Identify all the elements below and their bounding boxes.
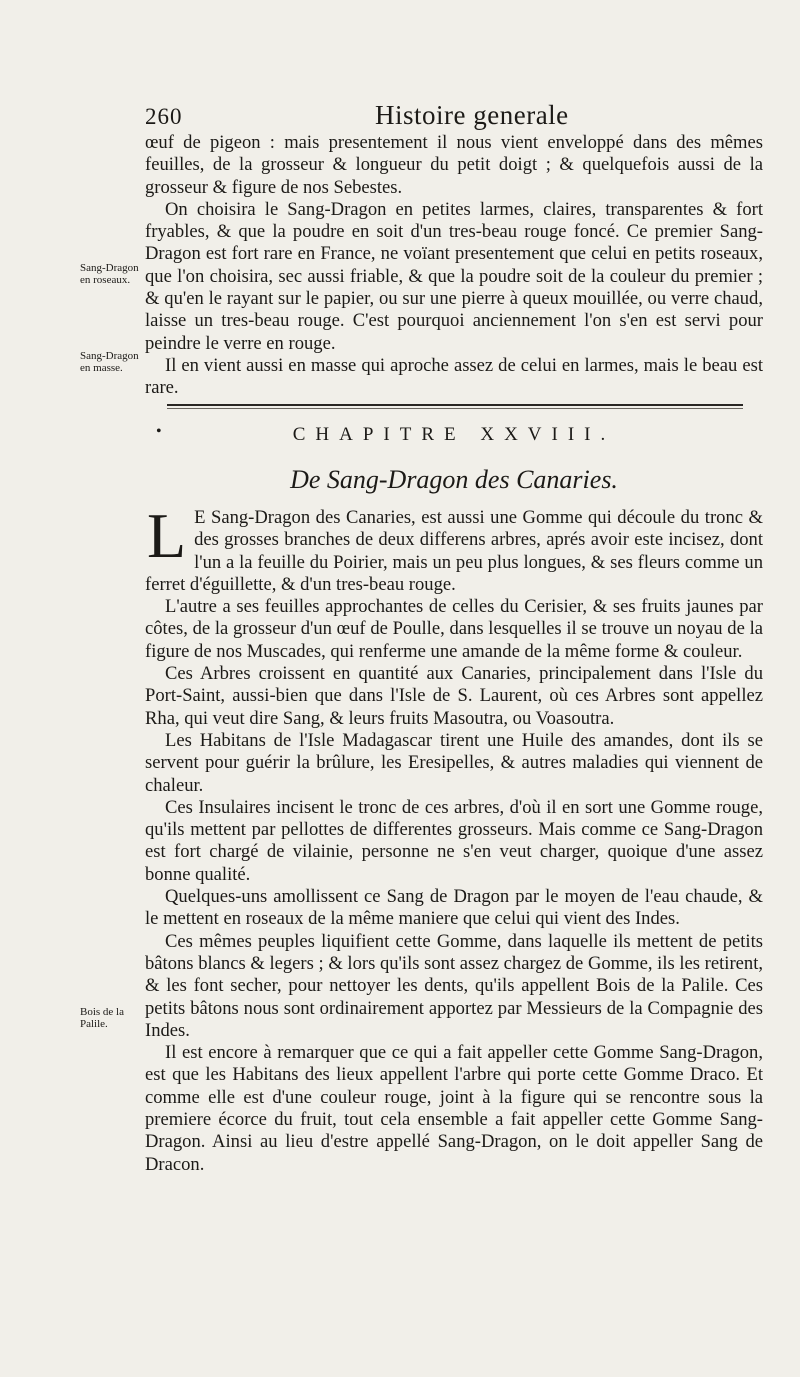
paragraph: Les Habitans de l'Isle Madagascar tirent une Huile des amandes, dont ils se servent pour guérir la brûlure, les Eresipelles, & autres maladies qui viennent de chaleur. bbox=[145, 729, 763, 796]
page-number: 260 bbox=[145, 104, 183, 129]
top-section bbox=[145, 132, 763, 400]
margin-note: Bois de la Palile. bbox=[80, 1006, 124, 1030]
paragraph: Ces Insulaires incisent le tronc de ces arbres, d'où il en sort une Gomme rouge, qu'ils mettent par pellottes de differentes grosseurs. Mais comme ce Sang-Dragon est fort chargé de vilainie, personne ne s'en veut charger, quoique d'une assez bonne qualité. bbox=[145, 796, 763, 885]
running-head bbox=[145, 100, 763, 134]
drop-cap: L bbox=[147, 500, 187, 571]
divider-rule-thin bbox=[167, 408, 743, 409]
running-title: Histoire generale bbox=[375, 100, 569, 130]
paragraph: Quelques-uns amollissent ce Sang de Dragon par le moyen de l'eau chaude, & le mettent en roseaux de la même maniere que celui qui vient des Indes. bbox=[145, 886, 763, 930]
chapter-body bbox=[145, 500, 764, 1176]
paragraph: On choisira le Sang-Dragon en petites larmes, claires, transparentes & fort fryables, & que la poudre en soit d'un tres-beau rouge foncé. Ce premier Sang-Dragon est fort rare en France, ne voïant presentement que celui en petits roseaux, que l'on choisira, sec aussi friable, & que la poudre soit de la couleur du premier ; & qu'en le rayant sur le papier, ou sur une pierre à queux mouillée, ou verre chaud, laisse un tres-beau rouge. C'est pourquoi anciennement l'on s'en est servi pour peindre le verre en rouge. bbox=[145, 198, 763, 354]
margin-note: Sang-Dragon en roseaux. bbox=[80, 262, 139, 286]
margin-note: Sang-Dragon en masse. bbox=[80, 350, 139, 374]
divider-rule bbox=[167, 404, 743, 406]
paragraph-text: E Sang-Dragon des Canaries, est aussi une Gomme qui découle du tronc & des grosses branches de deux differens arbres, aprés avoir este incisez, dont l'un a la feuille du Poirier, mais un peu plus longues, & ses fleurs comme un ferret d'éguillette, & d'un tres-beau rouge. bbox=[145, 507, 763, 595]
chapter-subtitle: De Sang-Dragon des Canaries. bbox=[290, 465, 618, 494]
paragraph: Ces mêmes peuples liquifient cette Gomme, dans laquelle ils mettent de petits bâtons blancs & legers ; & lors qu'ils sont assez chargez de Gomme, ils les retirent, & les font secher, pour nettoyer les dents, qu'ils appellent Bois de la Palile. Ces petits bâtons nous sont ordinairement apportez par Messieurs de la Compagnie des Indes. bbox=[145, 930, 764, 1041]
paragraph: Ces Arbres croissent en quantité aux Canaries, principalement dans l'Isle du Port-Saint, aussi-bien que dans l'Isle de S. Laurent, où ces Arbres sont appellez Rha, qui veut dire Sang, & leurs fruits Masoutra, ou Voasoutra. bbox=[145, 663, 763, 729]
section-divider bbox=[167, 404, 743, 408]
paragraph: L'autre a ses feuilles approchantes de celles du Cerisier, & ses fruits jaunes par côtes, de la grosseur d'un œuf de Poulle, dans lesquelles il se trouve un noyau de la figure de nos Muscades, qui renferme une amande de la même forme & couleur. bbox=[145, 596, 763, 662]
printer-dot-mark: • bbox=[156, 423, 162, 440]
paragraph: Il en vient aussi en masse qui aproche assez de celui en larmes, mais le beau est rare. bbox=[145, 354, 763, 399]
paragraph: Il est encore à remarquer que ce qui a fait appeller cette Gomme Sang-Dragon, est que les Habitans des lieux appellent l'arbre qui porte cette Gomme Draco. Et comme elle est d'une couleur rouge, joint à la figure qui se rencontre sous la premiere écorce du fruit, tout cela ensemble a fait appeller cette Gomme Sang-Dragon. Ainsi au lieu d'estre appellé Sang-Dragon, on le doit appeller Sang de Dracon. bbox=[145, 1042, 763, 1175]
paragraph bbox=[145, 500, 763, 596]
paragraph: œuf de pigeon : mais presentement il nous vient enveloppé dans des mêmes feuilles, de la grosseur & longueur du petit doigt ; & quelquefois aussi de la grosseur & figure de nos Sebestes. bbox=[145, 132, 763, 198]
chapter-title: CHAPITRE XXVIII. bbox=[292, 424, 616, 445]
